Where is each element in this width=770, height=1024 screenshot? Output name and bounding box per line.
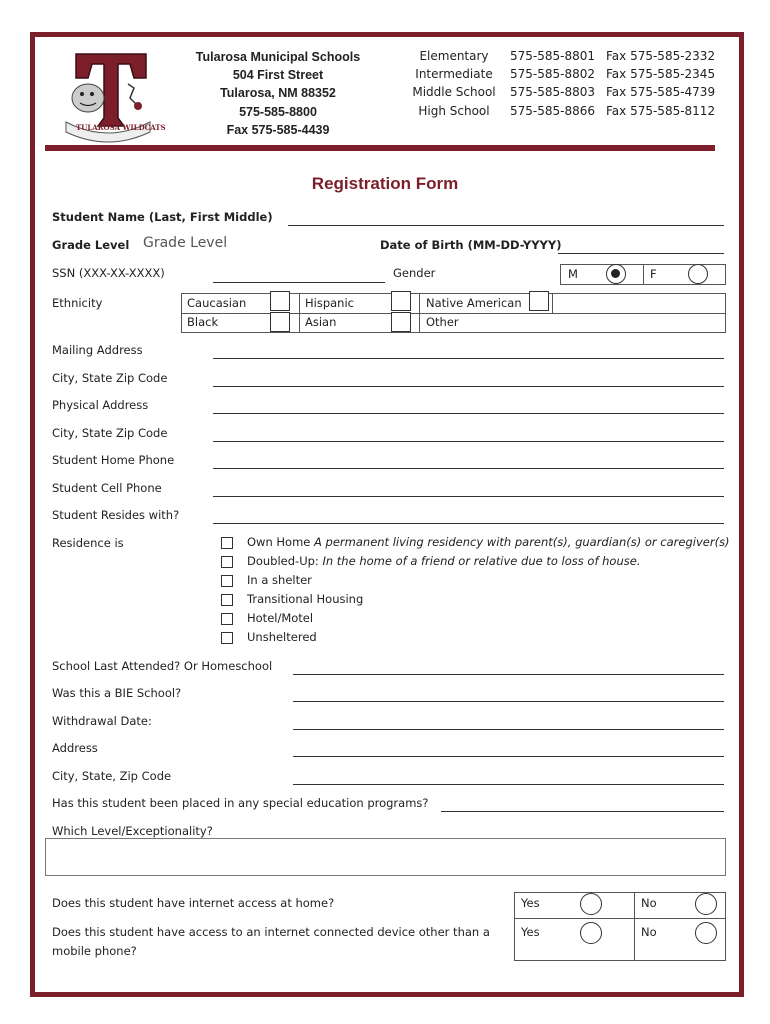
resides-with-field[interactable]	[213, 523, 724, 524]
home-phone-field[interactable]	[213, 468, 724, 469]
mailing-address-field[interactable]	[213, 358, 724, 359]
dob-field[interactable]	[558, 253, 724, 254]
student-name-label: Student Name (Last, First Middle)	[52, 210, 273, 224]
ethnicity-black-label: Black	[187, 315, 219, 329]
residence-unsheltered-checkbox[interactable]	[221, 632, 233, 644]
ethnicity-asian-checkbox[interactable]	[391, 312, 411, 332]
school-name: Tularosa Municipal Schools	[195, 50, 361, 64]
ethnicity-other-label: Other	[426, 315, 459, 329]
withdrawal-date-label: Withdrawal Date:	[52, 714, 152, 728]
resides-with-label: Student Resides with?	[52, 508, 180, 522]
internet-yes-radio[interactable]	[580, 893, 602, 915]
residence-transitional-label: Transitional Housing	[247, 592, 364, 606]
withdrawal-date-field[interactable]	[293, 729, 724, 730]
last-school-field[interactable]	[293, 674, 724, 675]
header-divider	[45, 145, 715, 151]
student-name-field[interactable]	[288, 225, 724, 226]
school-city: Tularosa, NM 88352	[220, 86, 336, 101]
grade-level-select[interactable]: Grade Level	[143, 235, 228, 251]
school-street: 504 First Street	[232, 68, 324, 83]
school-logo	[62, 48, 166, 143]
residence-shelter-checkbox[interactable]	[221, 575, 233, 587]
device-question-line1: Does this student have access to an internet connected device other than a	[52, 925, 490, 939]
ssn-field[interactable]	[213, 282, 385, 283]
ethnicity-native-american-checkbox[interactable]	[529, 291, 549, 311]
grade-level-label: Grade Level	[52, 238, 130, 252]
gender-f-radio[interactable]	[688, 264, 708, 284]
internet-no-radio[interactable]	[695, 893, 717, 915]
residence-own-home-checkbox[interactable]	[221, 537, 233, 549]
device-yes-label: Yes	[521, 925, 540, 939]
gender-m-radio[interactable]	[606, 264, 626, 284]
residence-label: Residence is	[52, 536, 124, 550]
physical-city-label: City, State Zip Code	[52, 426, 168, 440]
level-label: Which Level/Exceptionality?	[52, 824, 213, 838]
prior-address-field[interactable]	[293, 756, 724, 757]
ethnicity-black-checkbox[interactable]	[270, 312, 290, 332]
contact-names: Elementary Intermediate Middle School High School	[412, 49, 496, 118]
prior-address-label: Address	[52, 741, 98, 755]
mailing-city-label: City, State Zip Code	[52, 371, 168, 385]
cell-phone-label: Student Cell Phone	[52, 481, 162, 495]
ethnicity-caucasian-checkbox[interactable]	[270, 291, 290, 311]
ssn-label: SSN (XXX-XX-XXXX)	[52, 266, 165, 280]
gender-label: Gender	[393, 266, 436, 280]
svg-text:TULAROSA WILDCATS: TULAROSA WILDCATS	[76, 123, 166, 132]
ethnicity-asian-label: Asian	[305, 315, 337, 329]
device-no-label: No	[641, 925, 657, 939]
residence-shelter-label: In a shelter	[247, 573, 312, 587]
dob-label: Date of Birth (MM-DD-YYYY)	[380, 238, 562, 252]
residence-doubled-up-checkbox[interactable]	[221, 556, 233, 568]
physical-address-label: Physical Address	[52, 398, 149, 412]
ethnicity-hispanic-label: Hispanic	[305, 296, 354, 310]
home-phone-label: Student Home Phone	[52, 453, 175, 467]
internet-no-label: No	[641, 896, 657, 910]
residence-transitional-checkbox[interactable]	[221, 594, 233, 606]
level-textarea[interactable]	[45, 838, 726, 876]
residence-hotel-label: Hotel/Motel	[247, 611, 314, 625]
ethnicity-native-american-label: Native American	[426, 296, 522, 310]
school-address	[170, 48, 386, 139]
prior-city-field[interactable]	[293, 784, 724, 785]
residence-own-home: Own Home A permanent living residency with parent(s), guardian(s) or caregiver(s)	[247, 535, 730, 549]
bie-school-field[interactable]	[293, 701, 724, 702]
internet-yes-label: Yes	[521, 896, 540, 910]
sped-field[interactable]	[441, 811, 724, 812]
ethnicity-label: Ethnicity	[52, 296, 103, 310]
residence-unsheltered-label: Unsheltered	[247, 630, 317, 644]
prior-city-label: City, State, Zip Code	[52, 769, 172, 783]
physical-city-field[interactable]	[213, 441, 724, 442]
cell-phone-field[interactable]	[213, 496, 724, 497]
last-school-label: School Last Attended? Or Homeschool	[52, 659, 273, 673]
mailing-city-field[interactable]	[213, 386, 724, 387]
device-yes-radio[interactable]	[580, 922, 602, 944]
contact-phones: 575-585-8801 575-585-8802 575-585-8803 575-585-8866	[510, 49, 596, 118]
contact-faxes: Fax 575-585-2332 Fax 575-585-2345 Fax 575-585-4739 Fax 575-585-8112	[606, 49, 716, 118]
bie-school-label: Was this a BIE School?	[52, 686, 182, 700]
device-no-radio[interactable]	[695, 922, 717, 944]
device-question-line2: mobile phone?	[52, 944, 137, 958]
residence-hotel-checkbox[interactable]	[221, 613, 233, 625]
sped-label: Has this student been placed in any special education programs?	[52, 796, 429, 810]
residence-doubled-up: Doubled-Up: In the home of a friend or relative due to loss of house.	[247, 554, 641, 568]
school-phone: 575-585-8800	[239, 104, 317, 119]
physical-address-field[interactable]	[213, 413, 724, 414]
gender-m-label: M	[568, 267, 578, 281]
ethnicity-caucasian-label: Caucasian	[187, 296, 247, 310]
form-title: Registration Form	[311, 174, 459, 193]
mailing-address-label: Mailing Address	[52, 343, 143, 357]
school-fax: Fax 575-585-4439	[226, 122, 330, 137]
gender-f-label: F	[650, 267, 657, 281]
internet-question: Does this student have internet access at home?	[52, 896, 335, 910]
ethnicity-hispanic-checkbox[interactable]	[391, 291, 411, 311]
